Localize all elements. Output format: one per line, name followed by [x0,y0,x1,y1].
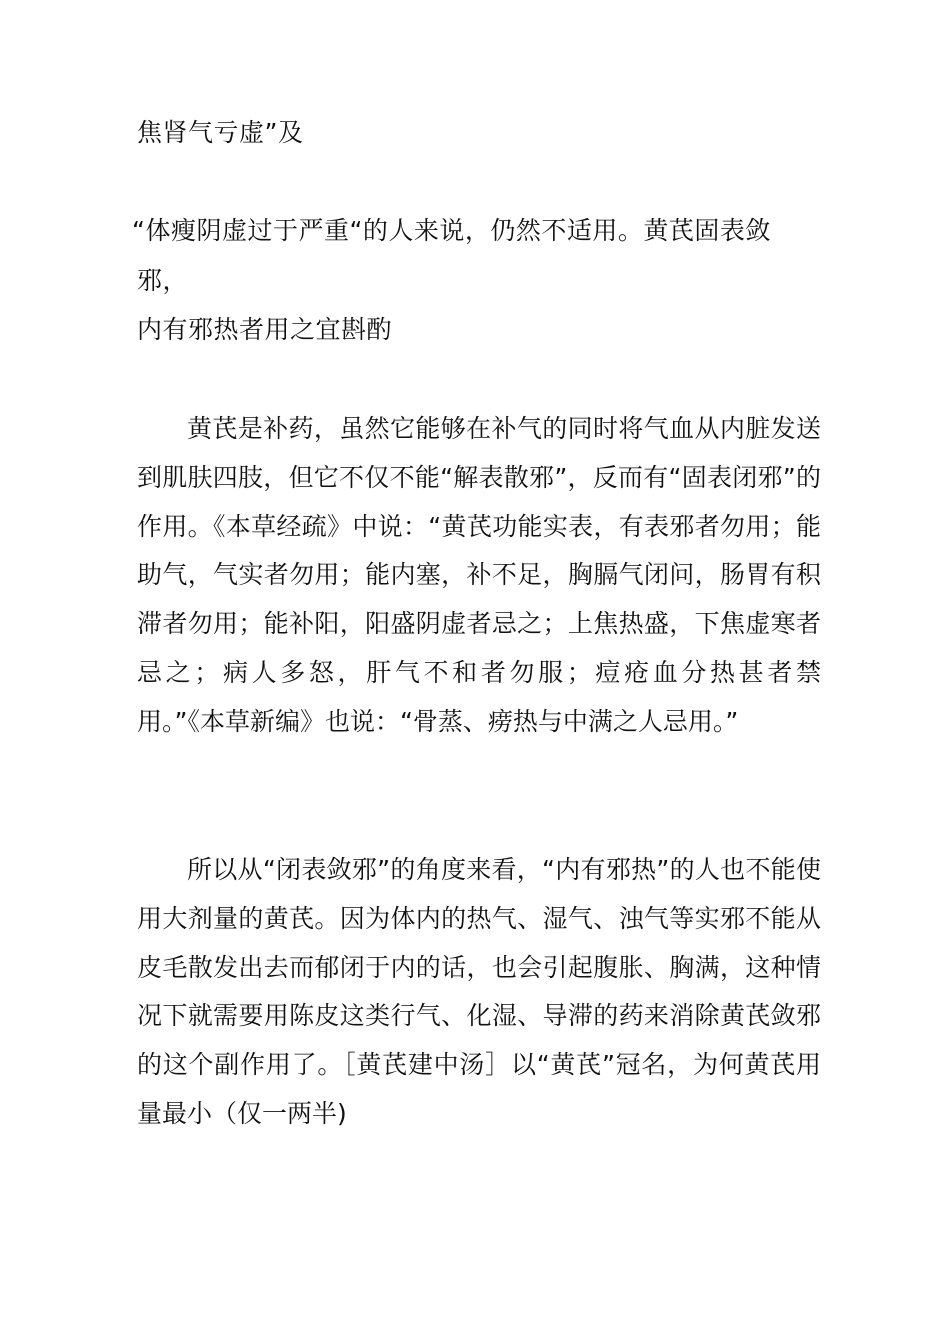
body-paragraph: 所以从“闭表敛邪”的角度来看，“内有邪热”的人也不能使用大剂量的黄芪。因为体内的热气、湿气、浊气等实邪不能从皮毛散发出去而郁闭于内的话，也会引起腹胀、胸满，这种情况下就需要用陈皮这类行气、化湿、导滞的药来消除黄芪敛邪的这个副作用了。［黄芪建中汤］以“黄芪”冠名，为何黄芪用量最小（仅一两半) [137,855,821,1128]
text-line: “体瘦阴虚过于严重“的人来说，仍然不适用。黄芪固表敛 [132,216,771,245]
section-heading: 内有邪热者用之宜斟酌 [137,315,393,344]
body-paragraph: 黄芪是补药，虽然它能够在补气的同时将气血从内脏发送到肌肤四肢，但它不仅不能“解表散邪”，反而有“固表闭邪”的作用。《本草经疏》中说：“黄芪功能实表，有表邪者勿用；能助气，气实者勿用；能内塞，补不足，胸膈气闭问，肠胃有积滞者勿用；能补阳，阳盛阴虚者忌之；上焦热盛，下焦虚寒者忌之；病人多怒，肝气不和者勿服；痘疮血分热甚者禁用。”《本草新编》也说：“骨蒸、痨热与中满之人忌用。” [137,414,821,736]
text-line: 邪， [137,266,189,295]
text-line: 焦肾气亏虚”及 [137,118,304,147]
